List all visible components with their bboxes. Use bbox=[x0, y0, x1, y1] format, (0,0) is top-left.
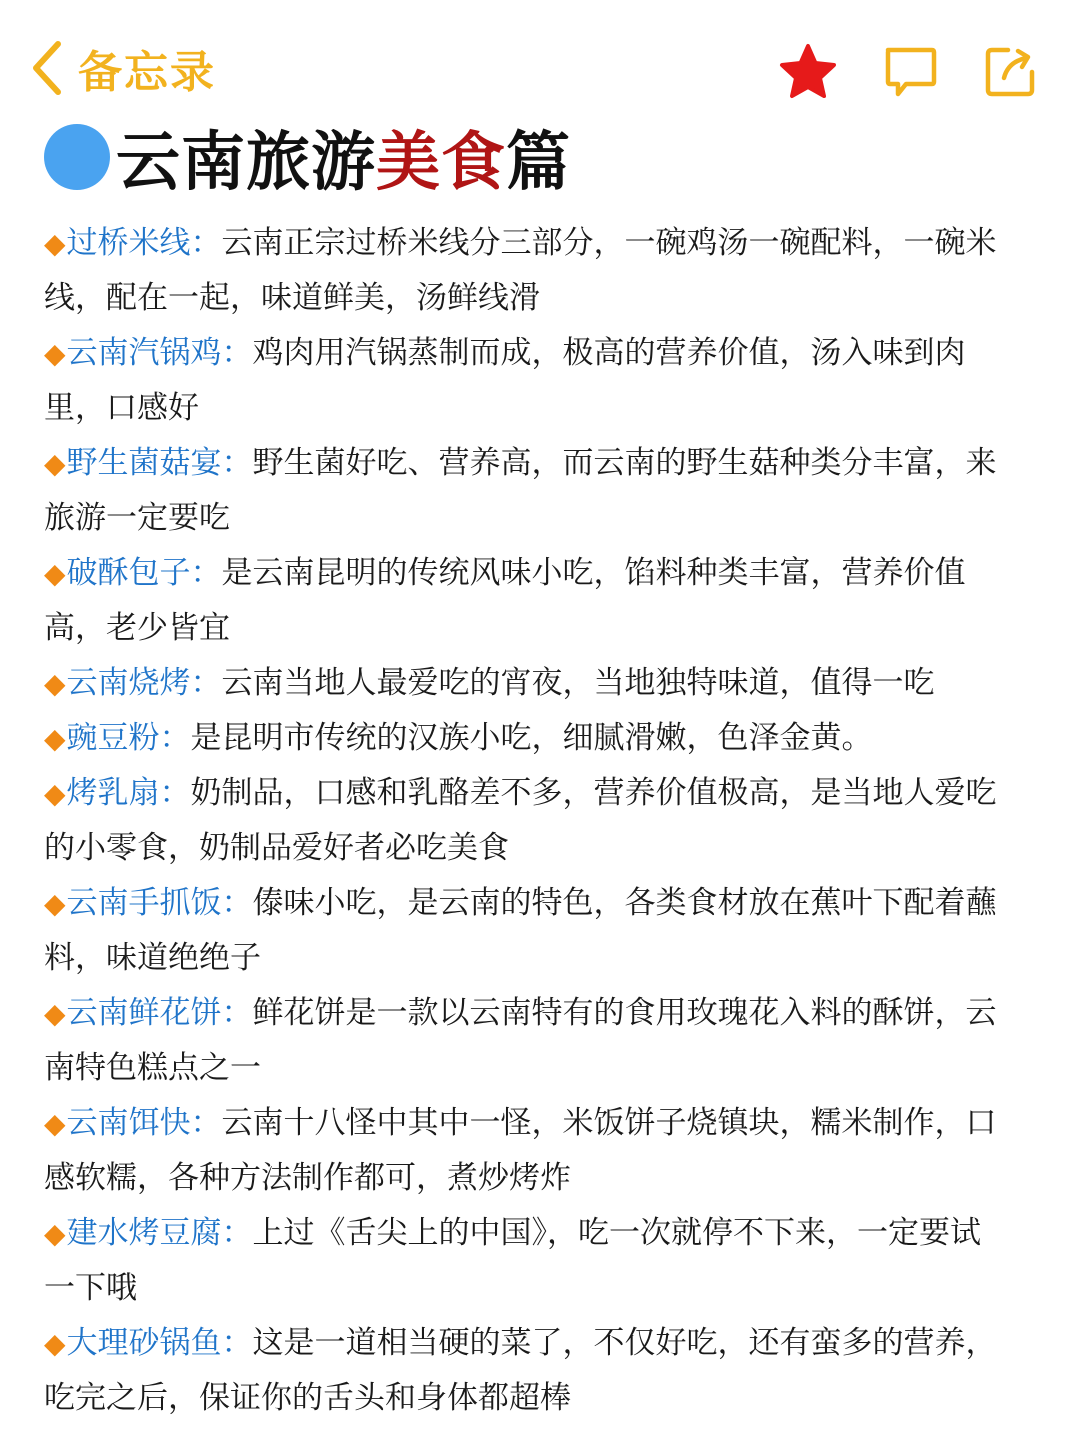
back-button[interactable] bbox=[28, 36, 216, 100]
diamond-icon: ◆ bbox=[44, 667, 66, 700]
title-prefix: 云南旅游 bbox=[116, 126, 376, 200]
star-button[interactable] bbox=[778, 42, 838, 102]
item-name: 云南鲜花饼： bbox=[66, 995, 253, 1031]
item-description: 是昆明市传统的汉族小吃，细腻滑嫩，色泽金黄。 bbox=[190, 720, 873, 756]
diamond-icon: ◆ bbox=[44, 227, 66, 260]
title-bullet-dot bbox=[44, 124, 110, 190]
item-name: 过桥米线： bbox=[66, 225, 222, 261]
item-description: 是云南昆明的传统风味小吃，馅料种类丰富，营养价值高，老少皆宜 bbox=[44, 555, 966, 646]
item-name: 烤乳扇： bbox=[66, 775, 191, 811]
list-item bbox=[44, 876, 1009, 986]
back-label: 备忘录 bbox=[78, 47, 216, 98]
comment-button[interactable] bbox=[880, 42, 940, 102]
item-description: 云南正宗过桥米线分三部分，一碗鸡汤一碗配料，一碗米线，配在一起，味道鲜美，汤鲜线滑 bbox=[44, 225, 997, 316]
diamond-icon: ◆ bbox=[44, 997, 66, 1030]
title-suffix: 篇 bbox=[506, 126, 571, 200]
item-description: 这是一道相当硬的菜了，不仅好吃，还有蛮多的营养，吃完之后，保证你的舌头和身体都超棒 bbox=[44, 1325, 997, 1416]
edit-share-button[interactable] bbox=[980, 42, 1040, 102]
list-item bbox=[44, 326, 1009, 436]
list-item bbox=[44, 766, 1009, 876]
list-item bbox=[44, 1206, 1009, 1316]
list-item bbox=[44, 986, 1009, 1096]
title-accent: 美食 bbox=[376, 126, 506, 200]
item-name: 野生菌菇宴： bbox=[66, 445, 253, 481]
share-icon bbox=[980, 42, 1040, 102]
food-list bbox=[44, 216, 1009, 1426]
list-item bbox=[44, 216, 1009, 326]
diamond-icon: ◆ bbox=[44, 722, 66, 755]
diamond-icon: ◆ bbox=[44, 1107, 66, 1140]
item-name: 云南汽锅鸡： bbox=[66, 335, 253, 371]
list-item bbox=[44, 1096, 1009, 1206]
diamond-icon: ◆ bbox=[44, 777, 66, 810]
item-name: 云南手抓饭： bbox=[66, 885, 253, 921]
star-icon bbox=[778, 42, 838, 102]
diamond-icon: ◆ bbox=[44, 1327, 66, 1360]
list-item bbox=[44, 436, 1009, 546]
item-name: 云南饵快： bbox=[66, 1105, 222, 1141]
diamond-icon: ◆ bbox=[44, 1217, 66, 1250]
page-title bbox=[44, 112, 571, 202]
list-item bbox=[44, 656, 1009, 711]
item-description: 鸡肉用汽锅蒸制而成，极高的营养价值，汤入味到肉里，口感好 bbox=[44, 335, 966, 426]
item-name: 破酥包子： bbox=[66, 555, 222, 591]
diamond-icon: ◆ bbox=[44, 557, 66, 590]
item-description: 上过《舌尖上的中国》，吃一次就停不下来，一定要试一下哦 bbox=[44, 1215, 982, 1306]
list-item bbox=[44, 711, 1009, 766]
chevron-left-icon bbox=[28, 38, 64, 98]
item-name: 大理砂锅鱼： bbox=[66, 1325, 253, 1361]
item-description: 傣味小吃，是云南的特色，各类食材放在蕉叶下配着蘸料，味道绝绝子 bbox=[44, 885, 997, 976]
item-description: 奶制品，口感和乳酪差不多，营养价值极高，是当地人爱吃的小零食，奶制品爱好者必吃美食 bbox=[44, 775, 997, 866]
list-item bbox=[44, 1316, 1009, 1426]
item-name: 建水烤豆腐： bbox=[66, 1215, 253, 1251]
diamond-icon: ◆ bbox=[44, 887, 66, 920]
item-description: 云南十八怪中其中一怪，米饭饼子烧镇块，糯米制作，口感软糯，各种方法制作都可，煮炒烤炸 bbox=[44, 1105, 997, 1196]
page-title-text bbox=[116, 111, 571, 203]
item-description: 云南当地人最爱吃的宵夜，当地独特味道，值得一吃 bbox=[221, 665, 935, 701]
diamond-icon: ◆ bbox=[44, 447, 66, 480]
item-description: 鲜花饼是一款以云南特有的食用玫瑰花入料的酥饼，云南特色糕点之一 bbox=[44, 995, 997, 1086]
item-name: 豌豆粉： bbox=[66, 720, 191, 756]
comment-icon bbox=[880, 42, 940, 102]
list-item bbox=[44, 546, 1009, 656]
item-description: 野生菌好吃、营养高，而云南的野生菇种类分丰富，来旅游一定要吃 bbox=[44, 445, 997, 536]
diamond-icon: ◆ bbox=[44, 337, 66, 370]
item-name: 云南烧烤： bbox=[66, 665, 222, 701]
